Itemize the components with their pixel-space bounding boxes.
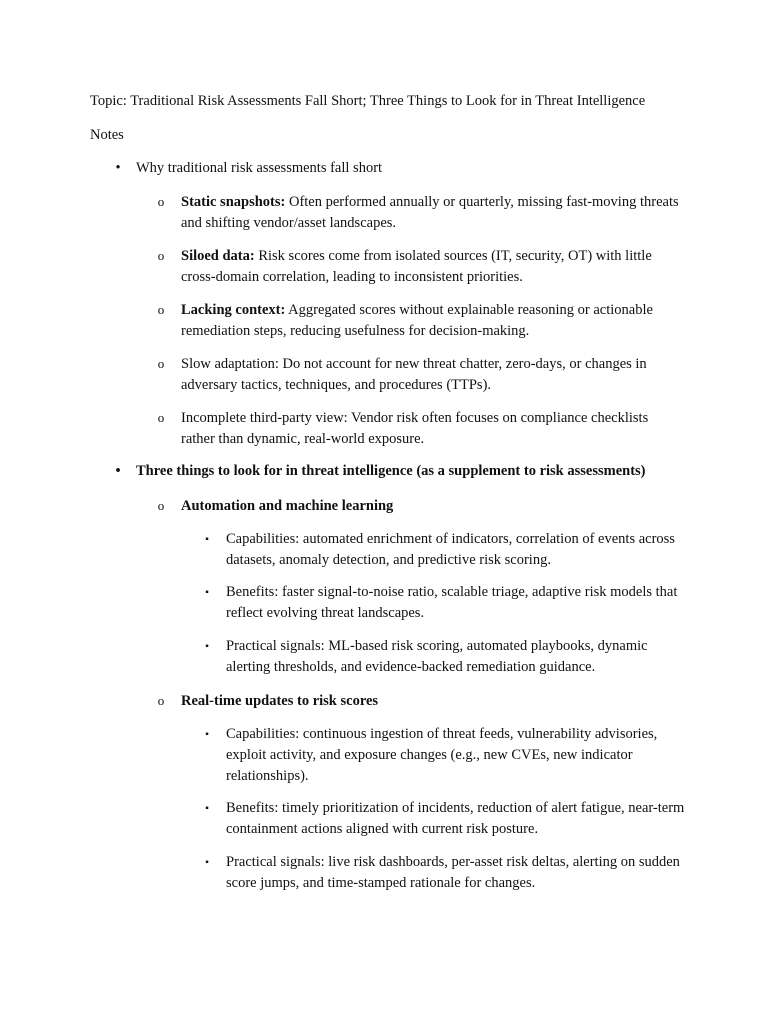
circle-bullet: o: [157, 693, 165, 708]
list-item: [205, 636, 686, 678]
circle-bullet: o: [157, 302, 165, 317]
circle-bullet: o: [157, 410, 165, 425]
circle-bullet: o: [157, 194, 165, 209]
item-text: Benefits: faster signal-to-noise ratio, scalable triage, adaptive risk models that reflect evolving threat landscapes.: [226, 584, 678, 621]
item-label: Siloed data:: [181, 248, 255, 264]
disc-bullet: •: [115, 160, 121, 176]
subheading-real-time: [157, 691, 681, 712]
section-heading-text: Why traditional risk assessments fall short: [136, 160, 383, 176]
subheading-text: Automation and machine learning: [181, 498, 394, 514]
list-item: [205, 852, 686, 894]
item-label: Static snapshots:: [181, 194, 286, 210]
list-item: [157, 300, 681, 342]
subheading-text: Real-time updates to risk scores: [181, 693, 379, 709]
list-item: [205, 724, 686, 787]
item-text: Capabilities: automated enrichment of indicators, correlation of events across datasets, anomaly detection, and predictive risk scoring.: [226, 531, 675, 568]
item-text: Risk scores come from isolated sources (IT, security, OT) with little cross-domain correlation, leading to inconsistent priorities.: [181, 248, 652, 285]
item-text: Slow adaptation: Do not account for new threat chatter, zero-days, or changes in adversary tactics, techniques, and procedures (TTPs).: [181, 356, 647, 393]
item-text: Capabilities: continuous ingestion of threat feeds, vulnerability advisories, exploit activity, and exposure changes (e.g., new CVEs, new indicator relationships).: [226, 726, 658, 784]
topic-line: Topic: Traditional Risk Assessments Fall Short; Three Things to Look for in Threat Intelligence: [90, 93, 646, 109]
list-item: [205, 582, 686, 624]
square-bullet: ▪: [205, 587, 209, 598]
section-heading-why: [115, 158, 696, 179]
square-bullet: ▪: [205, 729, 209, 740]
list-item: [157, 192, 681, 234]
square-bullet: ▪: [205, 857, 209, 868]
square-bullet: ▪: [205, 641, 209, 652]
list-item: [205, 798, 686, 840]
disc-bullet: •: [115, 463, 121, 479]
list-item: [205, 529, 686, 571]
item-text: Practical signals: live risk dashboards, per-asset risk deltas, alerting on sudden score jumps, and time-stamped rationale for changes.: [226, 854, 680, 891]
list-item: [157, 354, 681, 396]
item-label: Lacking context:: [181, 302, 286, 318]
section-heading-three-things: [115, 461, 696, 482]
item-text: Practical signals: ML-based risk scoring, automated playbooks, dynamic alerting thresholds, and evidence-backed remediation guidance.: [226, 638, 648, 675]
square-bullet: ▪: [205, 534, 209, 545]
square-bullet: ▪: [205, 803, 209, 814]
list-item: [157, 246, 681, 288]
item-text: Incomplete third-party view: Vendor risk often focuses on compliance checklists rather than dynamic, real-world exposure.: [181, 410, 649, 447]
item-text: Aggregated scores without explainable reasoning or actionable remediation steps, reducing usefulness for decision-making.: [181, 302, 653, 339]
notes-label: Notes: [90, 127, 124, 143]
item-text: Benefits: timely prioritization of incidents, reduction of alert fatigue, near-term containment actions aligned with current risk posture.: [226, 800, 685, 837]
list-item: [157, 408, 681, 450]
subheading-automation: [157, 496, 681, 517]
circle-bullet: o: [157, 356, 165, 371]
item-text: Often performed annually or quarterly, missing fast-moving threats and shifting vendor/asset landscapes.: [181, 194, 679, 231]
circle-bullet: o: [157, 498, 165, 513]
circle-bullet: o: [157, 248, 165, 263]
section-heading-text: Three things to look for in threat intelligence (as a supplement to risk assessments): [136, 463, 646, 479]
